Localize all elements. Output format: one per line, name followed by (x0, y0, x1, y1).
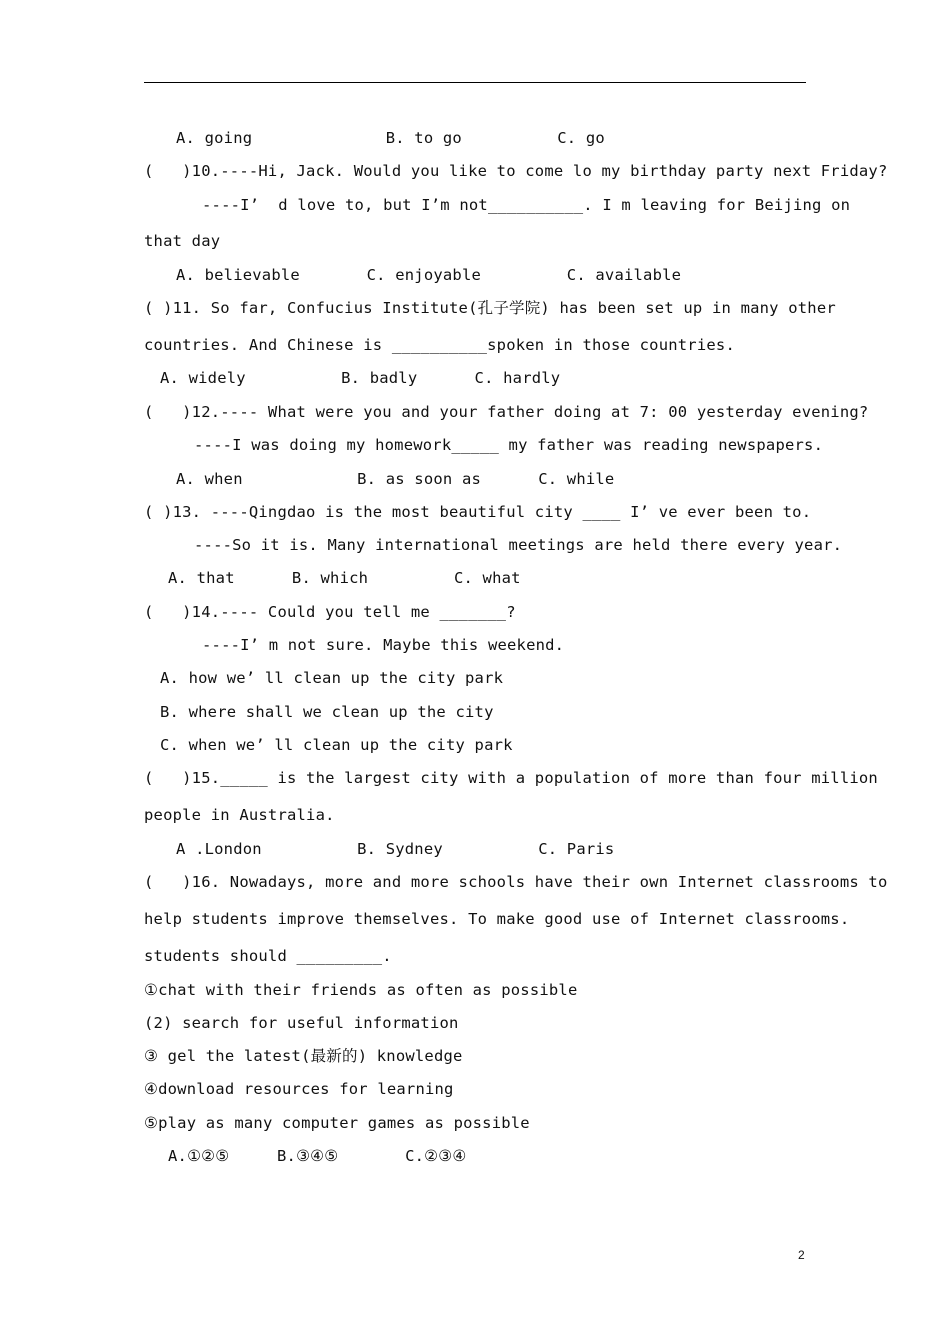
q14-question: ( )14.---- Could you tell me _______? (144, 603, 516, 621)
q16-continuation: help students improve themselves. To make good use of Internet classrooms. (144, 910, 850, 928)
q16-question: ( )16. Nowadays, more and more schools have their own Internet classrooms to (144, 873, 888, 891)
q12-question: ( )12.---- What were you and your father doing at 7: 00 yesterday evening? (144, 403, 869, 421)
q11-options: A. widely B. badly C. hardly (160, 369, 561, 387)
q14-option-a: A. how we’ ll clean up the city park (160, 669, 504, 687)
q14-option-c: C. when we’ ll clean up the city park (160, 736, 513, 754)
q16-item-3: ③ gel the latest(最新的) knowledge (144, 1047, 463, 1065)
q10-dialogue-response: ----I’ d love to, but I’m not__________. I m leaving for Beijing on (202, 196, 851, 214)
q15-continuation: people in Australia. (144, 806, 335, 824)
q10-question: ( )10.----Hi, Jack. Would you like to come lo my birthday party next Friday? (144, 162, 888, 180)
q15-question: ( )15._____ is the largest city with a population of more than four million (144, 769, 878, 787)
q13-dialogue-response: ----So it is. Many international meetings are held there every year. (194, 536, 843, 554)
q11-question: ( )11. So far, Confucius Institute(孔子学院) has been set up in many other (144, 299, 836, 317)
q16-item-4: ④download resources for learning (144, 1080, 454, 1098)
header-rule (144, 82, 806, 83)
q16-item-5: ⑤play as many computer games as possible (144, 1114, 530, 1132)
q11-continuation: countries. And Chinese is __________spoken in those countries. (144, 336, 735, 354)
q13-question: ( )13. ----Qingdao is the most beautiful city ____ I’ ve ever been to. (144, 503, 812, 521)
q13-options: A. that B. which C. what (168, 569, 521, 587)
q16-options: A.①②⑤ B.③④⑤ C.②③④ (168, 1147, 467, 1165)
page-number: 2 (798, 1248, 805, 1262)
q9-options: A. going B. to go C. go (176, 129, 605, 147)
q14-option-b: B. where shall we clean up the city (160, 703, 494, 721)
q16-item-2: (2) search for useful information (144, 1014, 459, 1032)
q14-dialogue-response: ----I’ m not sure. Maybe this weekend. (202, 636, 565, 654)
q12-options: A. when B. as soon as C. while (176, 470, 615, 488)
q10-options: A. believable C. enjoyable C. available (176, 266, 682, 284)
q10-continuation: that day (144, 232, 221, 250)
q16-item-1: ①chat with their friends as often as possible (144, 981, 578, 999)
q12-dialogue-response: ----I was doing my homework_____ my father was reading newspapers. (194, 436, 824, 454)
q16-continuation-2: students should _________. (144, 947, 392, 965)
q15-options: A .London B. Sydney C. Paris (176, 840, 615, 858)
